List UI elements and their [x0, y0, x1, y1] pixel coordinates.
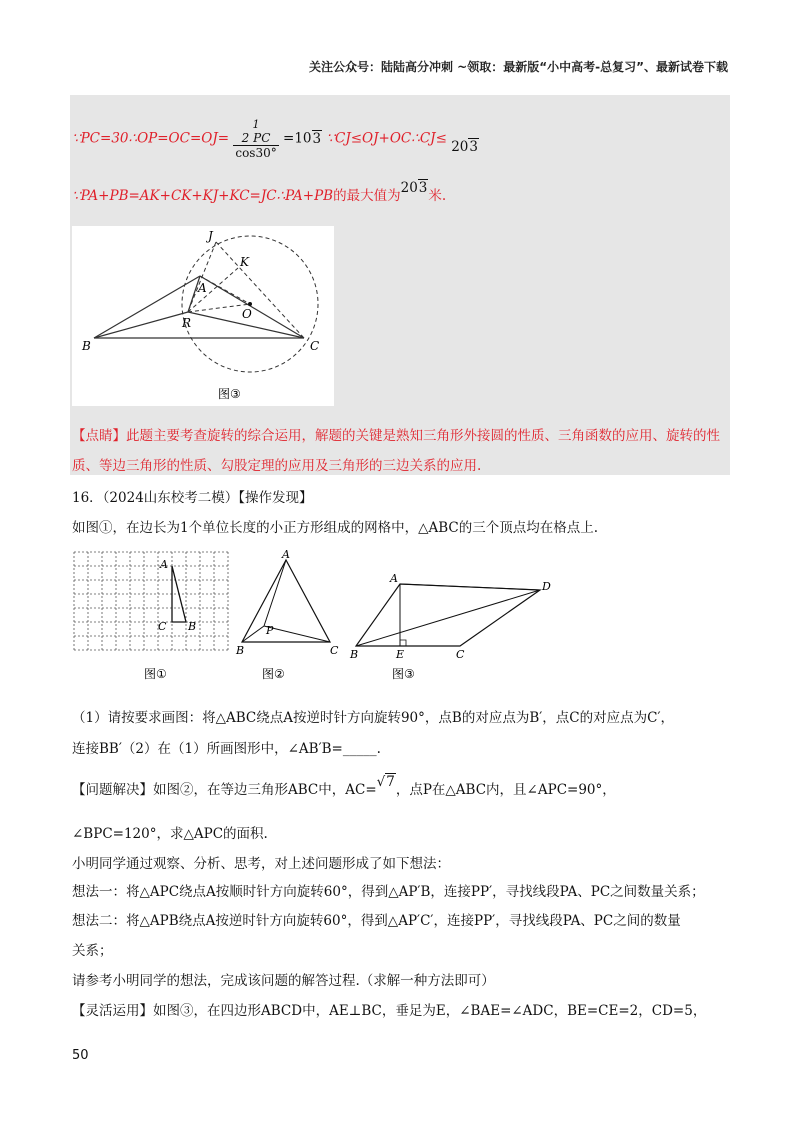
idea-2b: 关系； [72, 943, 113, 959]
fig1-caption: 图① [144, 667, 167, 681]
idea-1: 想法一：将△APC绕点A按顺时针方向旋转60°，得到△AP′B，连接PP′，寻找线段PA、PC之间数量关系； [72, 884, 705, 900]
segment-ac [200, 276, 304, 338]
solution-line-1 [72, 118, 479, 160]
fig3-label-b: B [350, 648, 359, 661]
segment-ro [188, 304, 250, 312]
solution-line-2 [72, 180, 447, 204]
max-sqrt: 3 [418, 180, 428, 196]
figures-svg [72, 548, 572, 688]
fig3-label-c: C [456, 648, 465, 661]
bound-sqrt: 3 [469, 138, 478, 155]
page-number: 50 [72, 1048, 89, 1063]
grid-figure-1 [74, 552, 228, 650]
solve-text-b: ，点P在△ABC内，且∠APC=90°， [395, 782, 616, 798]
problem-flex: 【灵活运用】如图③，在四边形ABCD中，AE⊥BC，垂足为E，∠BAE=∠ADC，BE=CE=2，CD=5， [72, 1003, 707, 1019]
fig1-label-c: C [158, 620, 167, 633]
segment-bd [356, 590, 540, 646]
tip-paragraph: 【点睛】此题主要考查旋转的综合运用，解题的关键是熟知三角形外接圆的性质、三角函数的应用、旋转的性质、等边三角形的性质、勾股定理的应用及三角形的三边关系的应用. [72, 428, 720, 474]
problem-solve-2: ∠BPC=120°，求△APC的面积. [72, 826, 268, 842]
bound-value: 20 [451, 138, 469, 155]
fig1-label-a: A [160, 558, 168, 571]
fig3-caption: 图③ [392, 667, 415, 681]
problem-think: 小明同学通过观察、分析、思考，对上述问题形成了如下想法： [72, 856, 450, 872]
circle-diagram [72, 226, 334, 406]
fig3-label-d: D [542, 580, 551, 593]
point-o [248, 302, 252, 306]
solve-sqrt: 7 [386, 774, 395, 790]
problem-figures [72, 548, 572, 688]
idea-2: 想法二：将△APB绕点A按逆时针方向旋转60°，得到△AP′C′，连接PP′，寻找线段PA、PC之间的数量 [72, 913, 681, 929]
label-j: J [208, 229, 213, 243]
equilateral-triangle [242, 560, 330, 642]
quadrilateral-abcd [356, 584, 540, 646]
fig3-label-a: A [390, 572, 398, 585]
solution-text-4: 的最大值为 [333, 188, 401, 204]
fraction-num-2: 2 [241, 131, 250, 145]
solution-text-2: ∵CJ≤OJ+OC∴CJ≤ [326, 130, 447, 147]
segment-ad [400, 584, 540, 590]
fig1-label-b: B [188, 620, 197, 633]
fig2-label-a: A [282, 548, 290, 561]
fig2-label-b: B [236, 644, 245, 657]
fraction [233, 118, 278, 160]
question-1: （1）请按要求画图：将△ABC绕点A按逆时针方向旋转90°，点B的对应点为B′，点C的对应点为C′， [72, 710, 675, 726]
fig3-label-e: E [396, 648, 405, 661]
solution-text-3: ∵PA+PB=AK+CK+KJ+KC=JC∴PA+PB [72, 188, 334, 204]
fig2-label-p: P [266, 624, 274, 637]
fraction-num-pc: PC [253, 131, 271, 145]
solution-unit: 米. [428, 188, 447, 204]
right-angle-mark [400, 640, 406, 646]
segment-cp [264, 626, 330, 642]
fraction-den: cos30° [235, 146, 277, 160]
fig2-caption: 图② [262, 667, 285, 681]
solve-text-a: 【问题解决】如图②，在等边三角形ABC中，AC= [72, 782, 377, 798]
segment-bp [242, 626, 264, 642]
segment-ap [264, 560, 286, 626]
problem-title: 16．（2024山东校考二模）【操作发现】 [72, 490, 313, 506]
equals-value: =10 [283, 130, 312, 147]
label-b: B [82, 339, 91, 353]
problem-intro: 如图①，在边长为1个单位长度的小正方形组成的网格中，△ABC的三个顶点均在格点上. [72, 520, 599, 536]
problem-solve: 【问题解决】如图②，在等边三角形ABC中，AC=√7，点P在△ABC内，且∠APC=90°， [72, 774, 616, 798]
segment-ao [200, 276, 250, 304]
label-o: O [242, 307, 252, 321]
question-1b: 连接BB′（2）在（1）所画图形中，∠AB′B=_____. [72, 741, 381, 757]
label-k: K [240, 255, 249, 269]
fraction-num-top: 1 [252, 118, 260, 131]
problem-reference: 请参考小明同学的想法，完成该问题的解答过程.（求解一种方法即可） [72, 973, 495, 989]
label-c: C [310, 339, 320, 353]
sqrt-value: 3 [312, 130, 322, 147]
solution-figure [72, 226, 334, 406]
page-header: 关注公众号：陆陆高分冲刺 ~领取：最新版“小中高考-总复习”、最新试卷下载 [309, 60, 728, 74]
segment-br [94, 312, 188, 338]
fig2-label-c: C [330, 644, 339, 657]
label-a: A [198, 281, 207, 295]
segment-jc [216, 242, 304, 338]
max-value: 20 [400, 180, 418, 196]
figure-caption: 图③ [218, 387, 241, 401]
fraction-num [233, 131, 278, 146]
label-r: R [182, 316, 192, 330]
solution-text: ∵PC=30∴OP=OC=OJ= [72, 130, 230, 147]
